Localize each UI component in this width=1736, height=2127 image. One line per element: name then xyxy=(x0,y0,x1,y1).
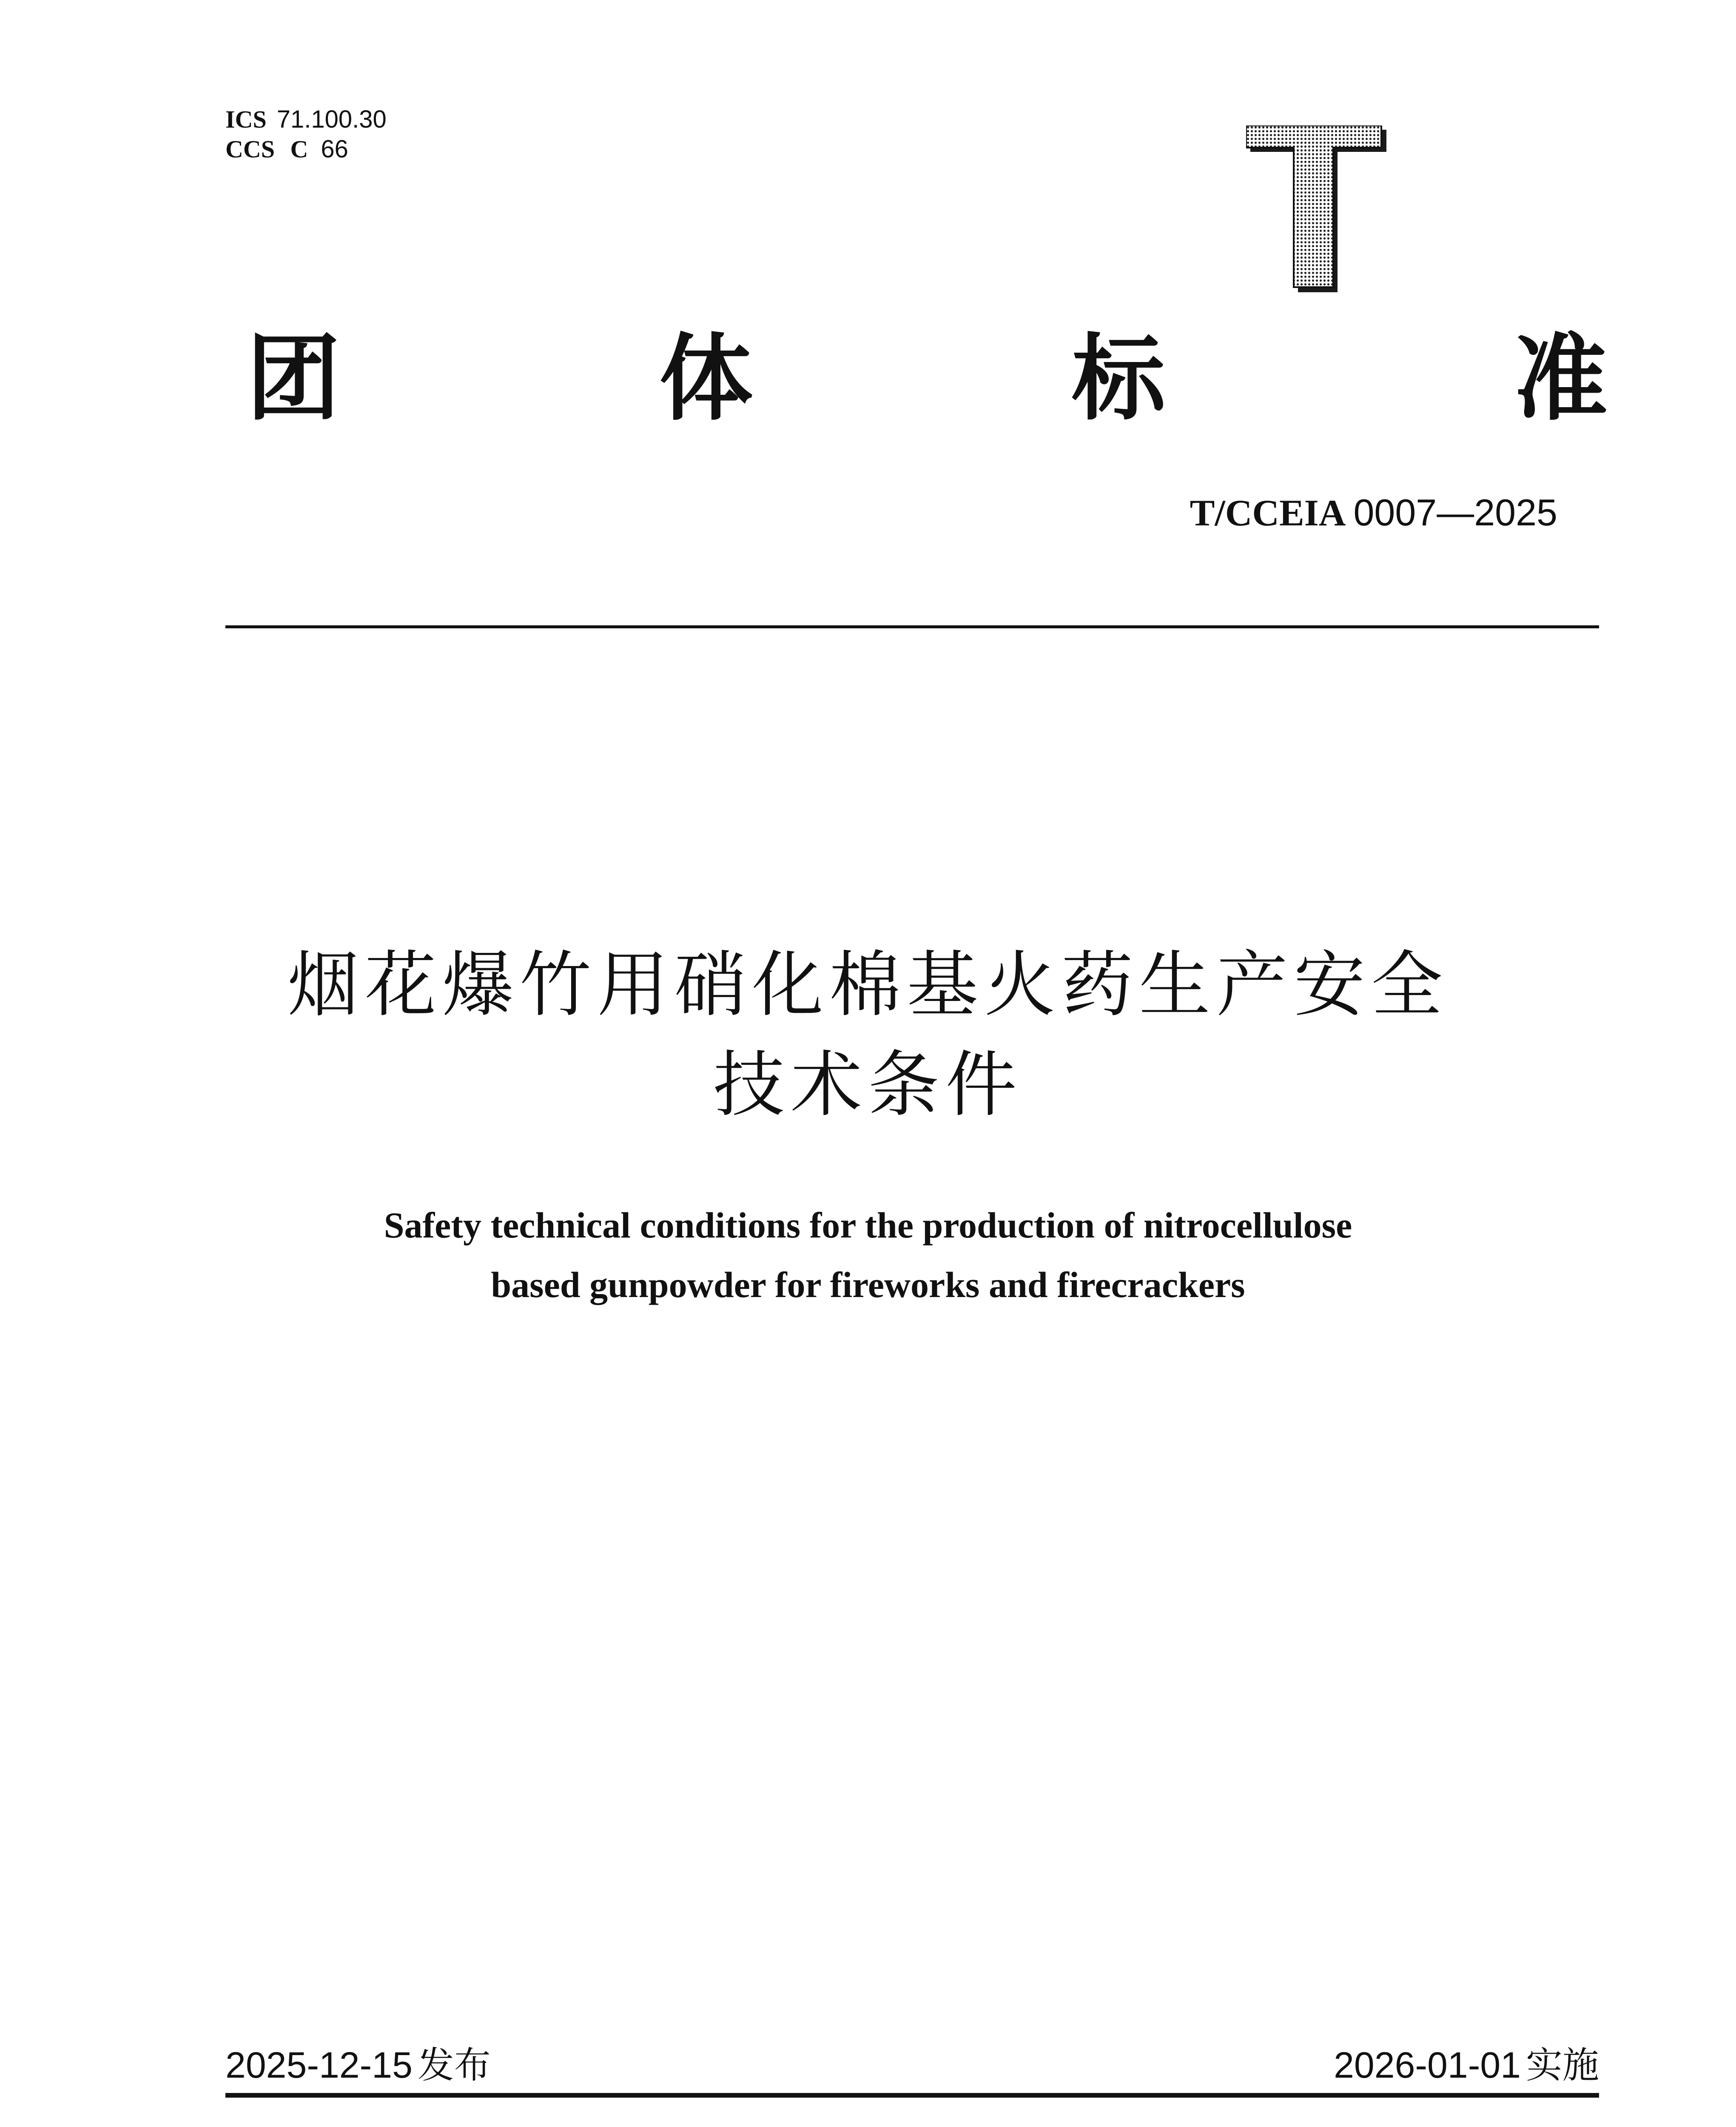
title-cn-line2: 技术条件 xyxy=(713,1043,1023,1126)
ics-value: 71.100.30 xyxy=(276,105,387,133)
implement-date xyxy=(1334,2042,1599,2089)
footer-divider xyxy=(225,2093,1599,2098)
ccs-code xyxy=(225,134,348,164)
title-cn-line1: 烟花爆竹用硝化棉基火药生产安全 xyxy=(287,943,1449,1026)
ccs-value: 66 xyxy=(321,135,348,163)
ics-label: ICS xyxy=(225,105,267,133)
issue-date-value: 2025-12-15 xyxy=(225,2045,413,2086)
ccs-label: CCS xyxy=(225,135,275,163)
standard-type-logo xyxy=(1246,125,1391,296)
title-en-line1: Safety technical conditions for the production of nitrocellulose xyxy=(384,1205,1352,1246)
standard-type-char-3: 标 xyxy=(1072,324,1166,433)
standard-type-heading xyxy=(247,323,1608,434)
ccs-class: C xyxy=(290,135,308,163)
ics-code xyxy=(225,104,387,134)
standard-number xyxy=(1190,489,1557,537)
header-divider xyxy=(225,625,1599,628)
standard-type-char-4: 准 xyxy=(1514,324,1608,433)
issue-date-label: 发布 xyxy=(417,2044,491,2087)
issue-date xyxy=(225,2042,491,2089)
implement-date-value: 2026-01-01 xyxy=(1334,2045,1521,2086)
implement-date-label: 实施 xyxy=(1526,2044,1599,2087)
standard-type-char-2: 体 xyxy=(659,324,753,433)
standard-type-char-1: 团 xyxy=(247,324,341,433)
standard-number-prefix: T/CCEIA xyxy=(1190,493,1346,534)
standard-number-value: 0007—2025 xyxy=(1353,491,1557,533)
title-en-line2: based gunpowder for fireworks and firecrackers xyxy=(491,1264,1245,1305)
